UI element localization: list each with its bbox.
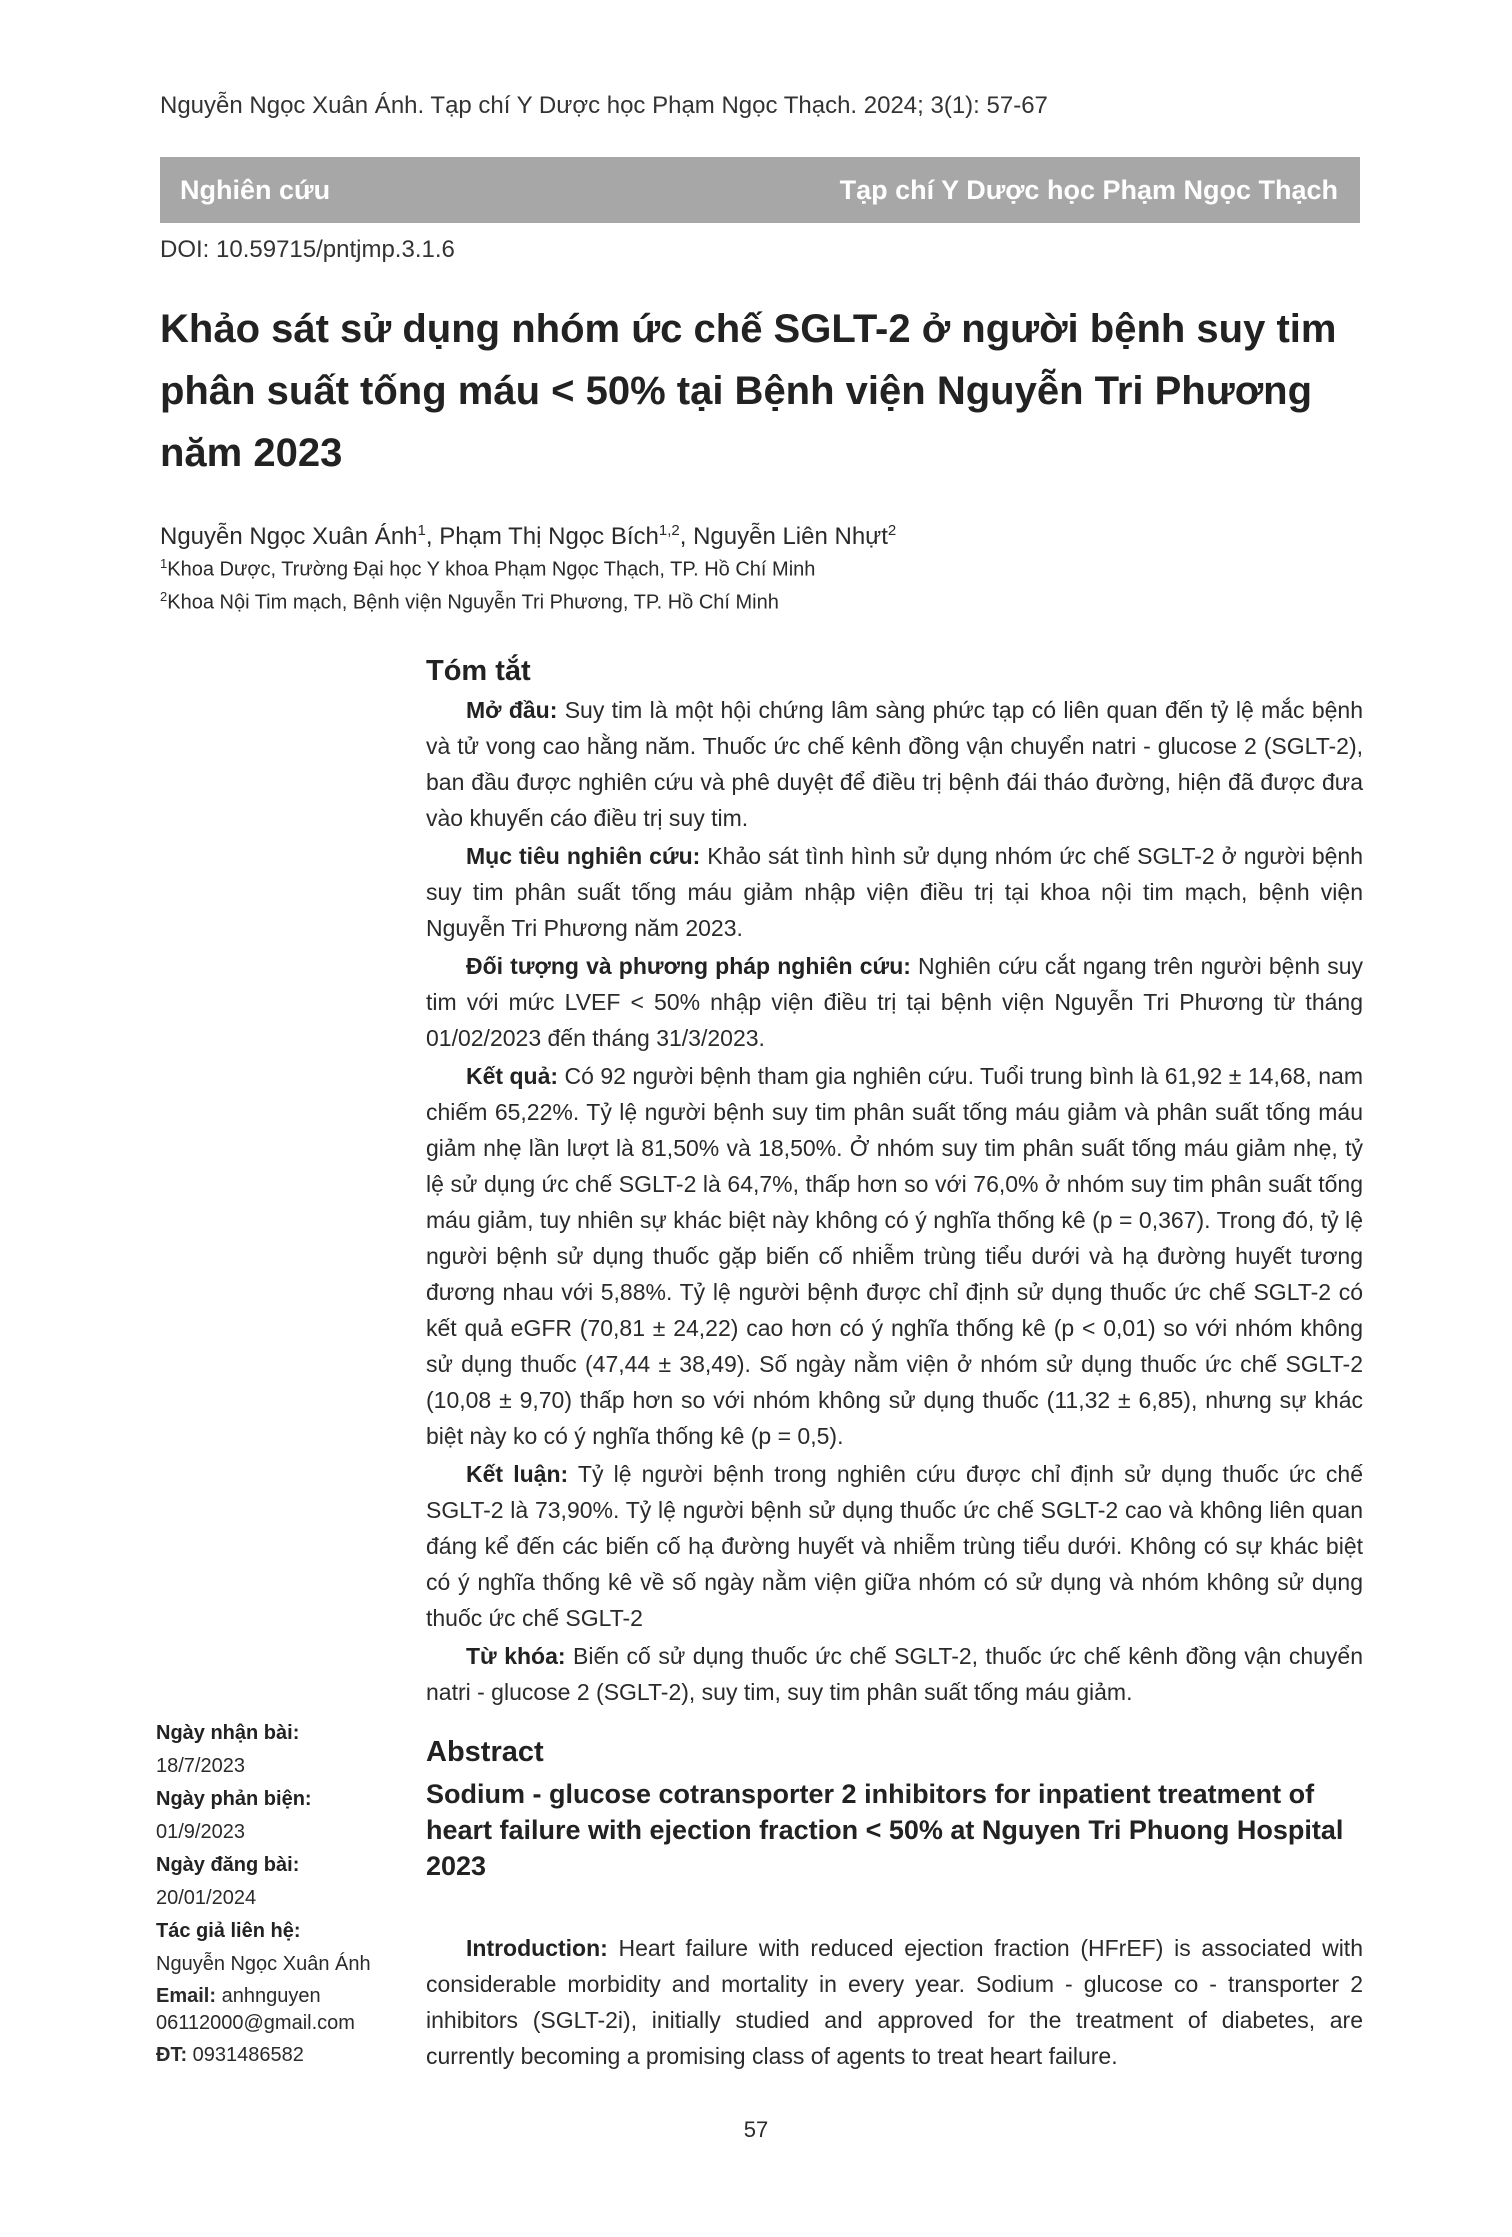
corresponding-author-name: Nguyễn Ngọc Xuân Ánh <box>156 1953 371 1975</box>
citation-header: Nguyễn Ngọc Xuân Ánh. Tạp chí Y Dược học Phạm Ngọc Thạch. 2024; 3(1): 57-67 <box>160 92 1048 119</box>
paragraph-label: Từ khóa: <box>466 1643 566 1669</box>
author-name: Phạm Thị Ngọc Bích <box>439 523 659 550</box>
section-band <box>160 157 1360 223</box>
paragraph-text: Nghiên cứu cắt ngang trên người bệnh suy tim với mức LVEF < 50% nhập viện điều trị tại bệnh viện Nguyễn Tri Phương từ tháng 01/02/2023 đến tháng 31/3/2023. <box>426 953 1363 1051</box>
paragraph-label: Introduction: <box>466 1935 608 1961</box>
email-value-part2[interactable]: 06112000@gmail.com <box>156 2012 355 2034</box>
phone <box>156 2039 416 2072</box>
abstract-paragraph-objective <box>426 838 1363 946</box>
article-info-sidebar <box>156 1717 416 2072</box>
author-list <box>160 522 896 551</box>
author-separator: , <box>679 523 694 550</box>
paragraph-text: Suy tim là một hội chứng lâm sàng phức tạp có liên quan đến tỷ lệ mắc bệnh và tử vong cao hằng năm. Thuốc ức chế kênh đồng vận chuyển natri - glucose 2 (SGLT-2), ban đầu được nghiên cứu và phê duyệt để điều trị bệnh đái tháo đường, hiện đã được đưa vào khuyến cáo điều trị suy tim. <box>426 697 1364 831</box>
affiliation <box>160 589 779 615</box>
abstract-paragraph-methods <box>426 948 1363 1056</box>
affiliation <box>160 556 815 582</box>
paragraph-text: Heart failure with reduced ejection fraction (HFrEF) is associated with considerable morbidity and mortality in every year. Sodium - glucose co - transporter 2 inhibitors (SGLT-2i), initially studied and approved for the treatment of diabetes, are currently becoming a promising class of agents to treat heart failure. <box>426 1935 1363 2069</box>
page-number: 57 <box>743 2117 769 2142</box>
published-date: 20/01/2024 <box>156 1887 257 1909</box>
affiliation-text: Khoa Nội Tim mạch, Bệnh viện Nguyễn Tri Phương, TP. Hồ Chí Minh <box>167 591 779 614</box>
vn-abstract-heading: Tóm tắt <box>426 655 531 687</box>
abstract-paragraph-results <box>426 1058 1363 1454</box>
paragraph-label: Kết quả: <box>466 1063 559 1089</box>
published-label: Ngày đăng bài: <box>156 1854 300 1876</box>
author-separator: , <box>425 523 440 550</box>
phone-label: ĐT: <box>156 2044 188 2066</box>
affiliation-text: Khoa Dược, Trường Đại học Y khoa Phạm Ngọc Thạch, TP. Hồ Chí Minh <box>167 558 816 581</box>
en-article-title: Sodium - glucose cotransporter 2 inhibitors for inpatient treatment of heart failure with ejection fraction < 50% at Nguyen Tri Phuong Hospital 2023 <box>426 1779 1344 1881</box>
email-value-part1: anhnguyen <box>216 1985 321 2007</box>
author-affiliation-mark: 1,2 <box>658 522 680 539</box>
email-label: Email: <box>156 1985 217 2007</box>
section-label: Nghiên cứu <box>180 174 331 205</box>
paragraph-text: Tỷ lệ người bệnh trong nghiên cứu được chỉ định sử dụng thuốc ức chế SGLT-2 là 73,90%. Tỷ lệ người bệnh sử dụng thuốc ức chế SGLT-2 cao và không liên quan đáng kể đến các biến cố hạ đường huyết và nhiễm trùng tiểu dưới. Không có sự khác biệt có ý nghĩa thống kê về số ngày nằm viện giữa nhóm có sử dụng và nhóm không sử dụng thuốc ức chế SGLT-2 <box>426 1461 1363 1631</box>
phone-value: 0931486582 <box>187 2044 304 2066</box>
reviewed-date: 01/9/2023 <box>156 1821 245 1843</box>
doi: DOI: 10.59715/pntjmp.3.1.6 <box>160 236 455 263</box>
vn-abstract-body <box>426 692 1363 1712</box>
reviewed-label: Ngày phản biện: <box>156 1788 312 1810</box>
email <box>156 1983 416 2037</box>
paragraph-text: Khảo sát tình hình sử dụng nhóm ức chế SGLT-2 ở người bệnh suy tim phân suất tống máu giảm nhập viện điều trị tại khoa nội tim mạch, bệnh viện Nguyễn Tri Phương năm 2023. <box>426 843 1363 941</box>
article-title: Khảo sát sử dụng nhóm ức chế SGLT-2 ở người bệnh suy tim phân suất tống máu < 50% tại Bệnh viện Nguyễn Tri Phương năm 2023 <box>160 307 1337 475</box>
received-label: Ngày nhận bài: <box>156 1722 300 1744</box>
author-name: Nguyễn Ngọc Xuân Ánh <box>160 523 418 550</box>
corresponding-author-label: Tác giả liên hệ: <box>156 1920 301 1942</box>
abstract-paragraph-background <box>426 692 1363 836</box>
paragraph-label: Mở đầu: <box>466 697 558 723</box>
author-affiliation-mark: 1 <box>417 522 426 539</box>
paragraph-text: Biến cố sử dụng thuốc ức chế SGLT-2, thuốc ức chế kênh đồng vận chuyển natri - glucose 2 (SGLT-2), suy tim, suy tim phân suất tống máu giảm. <box>426 1643 1363 1705</box>
en-abstract-heading: Abstract <box>426 1736 544 1768</box>
paragraph-label: Mục tiêu nghiên cứu: <box>466 843 701 869</box>
en-abstract-body <box>426 1930 1363 2076</box>
author-name: Nguyễn Liên Nhựt <box>693 523 888 550</box>
author-affiliation-mark: 2 <box>887 522 897 539</box>
affiliation-number: 2 <box>160 589 168 604</box>
en-paragraph-introduction <box>426 1930 1363 2074</box>
affiliation-number: 1 <box>160 556 168 571</box>
paragraph-label: Kết luận: <box>466 1461 569 1487</box>
paragraph-text: Có 92 người bệnh tham gia nghiên cứu. Tuổi trung bình là 61,92 ± 14,68, nam chiếm 65,22%. Tỷ lệ người bệnh suy tim phân suất tống máu giảm và phân suất tống máu giảm nhẹ lần lượt là 81,50% và 18,50%. Ở nhóm suy tim phân suất tống máu giảm nhẹ, tỷ lệ sử dụng ức chế SGLT-2 là 64,7%, thấp hơn so với 76,0% ở nhóm suy tim phân suất tống máu giảm, tuy nhiên sự khác biệt này không có ý nghĩa thống kê (p = 0,367). Trong đó, tỷ lệ người bệnh sử dụng thuốc gặp biến cố nhiễm trùng tiểu dưới và hạ đường huyết tương đương nhau với 5,88%. Tỷ lệ người bệnh được chỉ định sử dụng thuốc ức chế SGLT-2 có kết quả eGFR (70,81 ± 24,22) cao hơn có ý nghĩa thống kê (p < 0,01) so với nhóm không sử dụng thuốc (47,44 ± 38,49). Số ngày nằm viện ở nhóm sử dụng thuốc ức chế SGLT-2 (10,08 ± 9,70) thấp hơn so với nhóm không sử dụng thuốc (11,32 ± 6,85), nhưng sự khác biệt này ko có ý nghĩa thống kê (p = 0,5). <box>426 1063 1363 1449</box>
abstract-paragraph-conclusion <box>426 1456 1363 1636</box>
journal-name: Tạp chí Y Dược học Phạm Ngọc Thạch <box>839 174 1338 205</box>
paragraph-label: Đối tượng và phương pháp nghiên cứu: <box>466 953 911 979</box>
abstract-paragraph-keywords <box>426 1638 1363 1710</box>
received-date: 18/7/2023 <box>156 1755 245 1777</box>
